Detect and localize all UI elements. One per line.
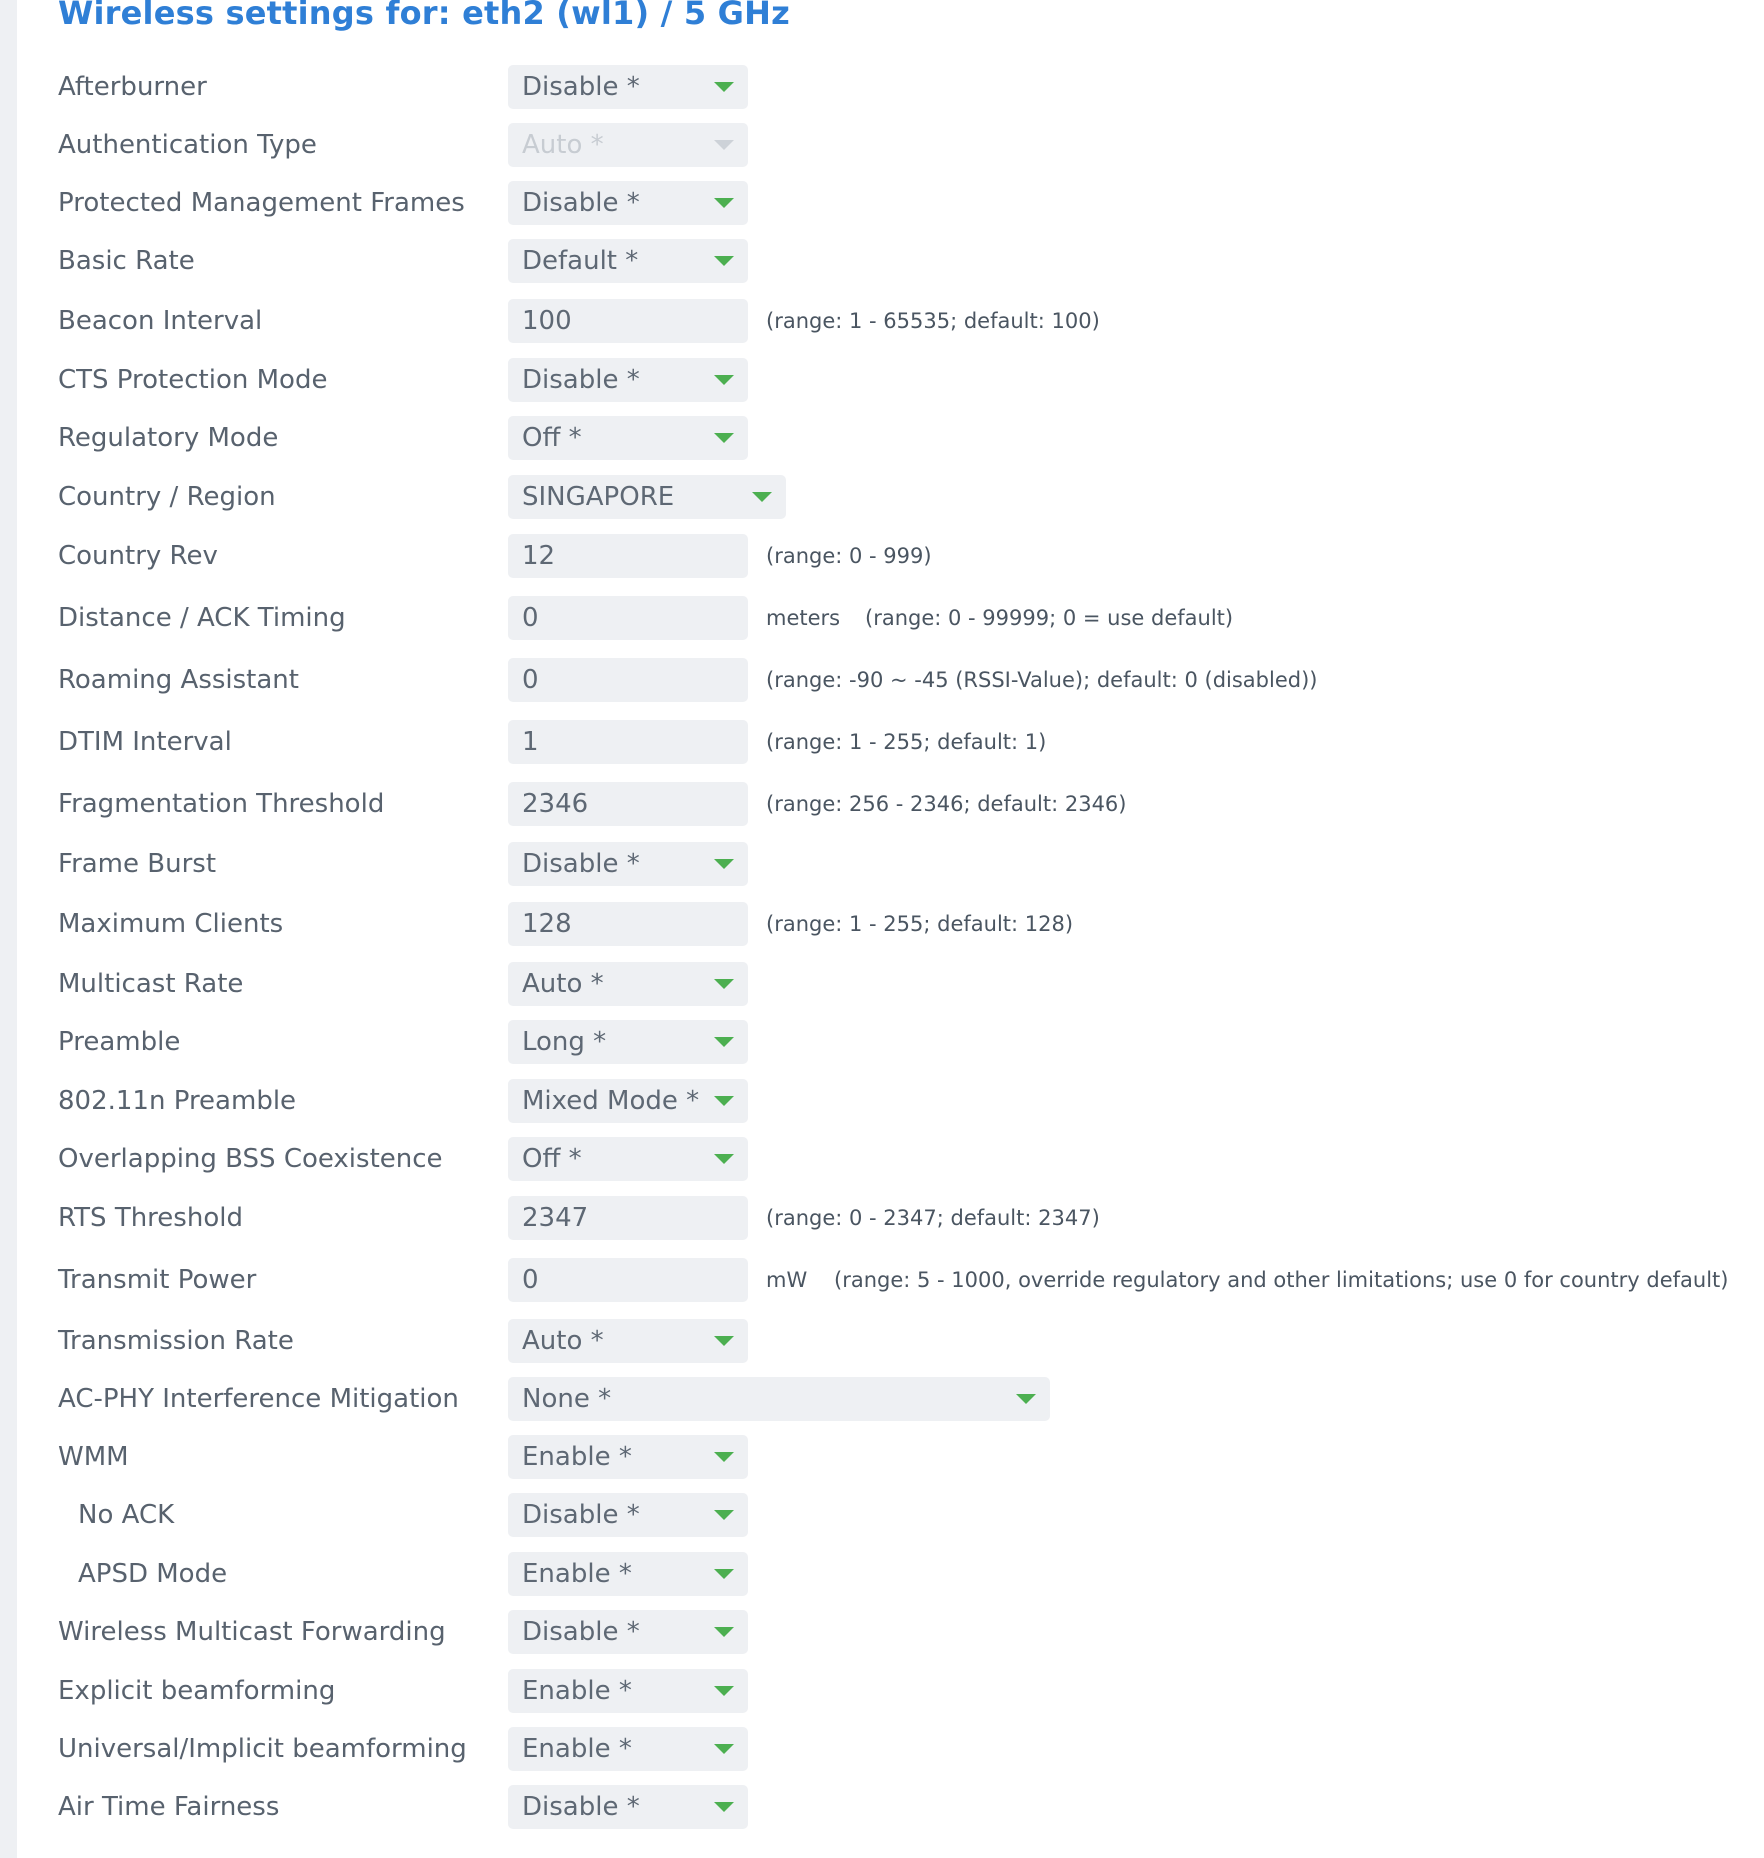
field-label: Protected Management Frames	[58, 188, 465, 218]
field-label: AC-PHY Interference Mitigation	[58, 1384, 459, 1414]
authentication-type-select: Auto *	[508, 123, 748, 167]
row-air-time-fairness	[58, 1784, 1758, 1830]
implicit-beamforming-select[interactable]: Enable *	[508, 1727, 748, 1771]
row-fragmentation-threshold	[58, 781, 1758, 827]
no-ack-select[interactable]: Disable *	[508, 1493, 748, 1537]
field-hint: (range: 1 - 65535; default: 100)	[766, 309, 1100, 333]
maximum-clients-input[interactable]: 128	[508, 902, 748, 946]
row-explicit-beamforming	[58, 1668, 1758, 1714]
row-regulatory-mode	[58, 415, 1758, 461]
field-label: Country / Region	[58, 482, 276, 512]
row-afterburner	[58, 64, 1758, 110]
field-label: WMM	[58, 1442, 129, 1472]
field-label: Maximum Clients	[58, 909, 284, 939]
row-authentication-type	[58, 122, 1758, 168]
field-label: Distance / ACK Timing	[58, 603, 346, 633]
apsd-mode-select[interactable]: Enable *	[508, 1552, 748, 1596]
row-basic-rate	[58, 238, 1758, 284]
row-wmm	[58, 1434, 1758, 1480]
field-label: Multicast Rate	[58, 969, 244, 999]
row-acphy-interference	[58, 1376, 1758, 1422]
chevron-down-icon	[1016, 1394, 1036, 1404]
field-label: Universal/Implicit beamforming	[58, 1734, 467, 1764]
cts-protection-select[interactable]: Disable *	[508, 358, 748, 402]
field-label: No ACK	[78, 1500, 175, 1530]
row-80211n-preamble	[58, 1078, 1758, 1124]
field-label: Country Rev	[58, 541, 218, 571]
field-label: CTS Protection Mode	[58, 365, 328, 395]
chevron-down-icon	[714, 375, 734, 385]
explicit-beamforming-select[interactable]: Enable *	[508, 1669, 748, 1713]
field-hint: (range: 5 - 1000, override regulatory and other limitations; use 0 for country default)	[834, 1268, 1729, 1292]
transmission-rate-select[interactable]: Auto *	[508, 1319, 748, 1363]
field-label: DTIM Interval	[58, 727, 232, 757]
multicast-rate-select[interactable]: Auto *	[508, 962, 748, 1006]
field-label: Regulatory Mode	[58, 423, 279, 453]
dtim-interval-input[interactable]: 1	[508, 720, 748, 764]
country-region-select[interactable]: SINGAPORE	[508, 475, 786, 519]
chevron-down-icon	[714, 140, 734, 150]
air-time-fairness-select[interactable]: Disable *	[508, 1785, 748, 1829]
field-hint: (range: 1 - 255; default: 128)	[766, 912, 1074, 936]
field-label: Air Time Fairness	[58, 1792, 280, 1822]
beacon-interval-input[interactable]: 100	[508, 299, 748, 343]
row-frame-burst	[58, 841, 1758, 887]
row-overlapping-bss	[58, 1136, 1758, 1182]
chevron-down-icon	[714, 1744, 734, 1754]
chevron-down-icon	[714, 1569, 734, 1579]
row-cts-protection-mode	[58, 357, 1758, 403]
field-label: Basic Rate	[58, 246, 195, 276]
country-rev-input[interactable]: 12	[508, 534, 748, 578]
row-dtim-interval	[58, 719, 1758, 765]
unit-label: meters	[766, 606, 841, 630]
row-transmission-rate	[58, 1318, 1758, 1364]
field-label: RTS Threshold	[58, 1203, 243, 1233]
chevron-down-icon	[714, 859, 734, 869]
page-title: Wireless settings for: eth2 (wl1) / 5 GHz	[58, 0, 790, 32]
row-country-region	[58, 474, 1758, 520]
preamble-select[interactable]: Long *	[508, 1020, 748, 1064]
field-hint: (range: 1 - 255; default: 1)	[766, 730, 1047, 754]
field-label: Transmit Power	[58, 1265, 257, 1295]
chevron-down-icon	[714, 256, 734, 266]
obss-coexistence-select[interactable]: Off *	[508, 1137, 748, 1181]
row-country-rev	[58, 533, 1758, 579]
chevron-down-icon	[714, 198, 734, 208]
field-label: Frame Burst	[58, 849, 217, 879]
field-hint: (range: 0 - 99999; 0 = use default)	[865, 606, 1234, 630]
chevron-down-icon	[714, 1096, 734, 1106]
chevron-down-icon	[752, 492, 772, 502]
left-sidebar-edge	[0, 0, 17, 1858]
field-label: Roaming Assistant	[58, 665, 299, 695]
rts-threshold-input[interactable]: 2347	[508, 1196, 748, 1240]
chevron-down-icon	[714, 433, 734, 443]
chevron-down-icon	[714, 1037, 734, 1047]
roaming-assistant-input[interactable]: 0	[508, 658, 748, 702]
row-apsd-mode	[58, 1551, 1758, 1597]
afterburner-select[interactable]: Disable *	[508, 65, 748, 109]
multicast-forwarding-select[interactable]: Disable *	[508, 1610, 748, 1654]
chevron-down-icon	[714, 1336, 734, 1346]
chevron-down-icon	[714, 1154, 734, 1164]
field-hint: (range: 0 - 999)	[766, 544, 932, 568]
basic-rate-select[interactable]: Default *	[508, 239, 748, 283]
field-label: Wireless Multicast Forwarding	[58, 1617, 446, 1647]
row-distance-ack-timing	[58, 595, 1758, 641]
chevron-down-icon	[714, 1627, 734, 1637]
row-multicast-rate	[58, 961, 1758, 1007]
chevron-down-icon	[714, 979, 734, 989]
field-hint: (range: 256 - 2346; default: 2346)	[766, 792, 1127, 816]
row-wireless-multicast-forwarding	[58, 1609, 1758, 1655]
row-beacon-interval	[58, 298, 1758, 344]
chevron-down-icon	[714, 82, 734, 92]
row-transmit-power	[58, 1257, 1758, 1303]
field-label: Authentication Type	[58, 130, 317, 160]
row-maximum-clients	[58, 901, 1758, 947]
pmf-select[interactable]: Disable *	[508, 181, 748, 225]
acphy-interference-select[interactable]: None *	[508, 1377, 1050, 1421]
row-no-ack	[58, 1492, 1758, 1538]
frame-burst-select[interactable]: Disable *	[508, 842, 748, 886]
field-label: Beacon Interval	[58, 306, 263, 336]
field-label: 802.11n Preamble	[58, 1086, 297, 1116]
row-preamble	[58, 1019, 1758, 1065]
field-label: Transmission Rate	[58, 1326, 294, 1356]
regulatory-mode-select[interactable]: Off *	[508, 416, 748, 460]
transmit-power-input[interactable]: 0	[508, 1258, 748, 1302]
field-label: Explicit beamforming	[58, 1676, 336, 1706]
field-label: Preamble	[58, 1027, 181, 1057]
row-roaming-assistant	[58, 657, 1758, 703]
field-label: Fragmentation Threshold	[58, 789, 385, 819]
distance-ack-input[interactable]: 0	[508, 596, 748, 640]
wmm-select[interactable]: Enable *	[508, 1435, 748, 1479]
row-rts-threshold	[58, 1195, 1758, 1241]
field-hint: (range: -90 ~ -45 (RSSI-Value); default: 0 (disabled))	[766, 668, 1318, 692]
field-label: Afterburner	[58, 72, 207, 102]
chevron-down-icon	[714, 1802, 734, 1812]
field-label: APSD Mode	[78, 1559, 228, 1589]
chevron-down-icon	[714, 1686, 734, 1696]
chevron-down-icon	[714, 1510, 734, 1520]
chevron-down-icon	[714, 1452, 734, 1462]
unit-label: mW	[766, 1268, 808, 1292]
field-label: Overlapping BSS Coexistence	[58, 1144, 443, 1174]
fragmentation-threshold-input[interactable]: 2346	[508, 782, 748, 826]
n-preamble-select[interactable]: Mixed Mode *	[508, 1079, 748, 1123]
row-protected-management-frames	[58, 180, 1758, 226]
field-hint: (range: 0 - 2347; default: 2347)	[766, 1206, 1100, 1230]
row-implicit-beamforming	[58, 1726, 1758, 1772]
